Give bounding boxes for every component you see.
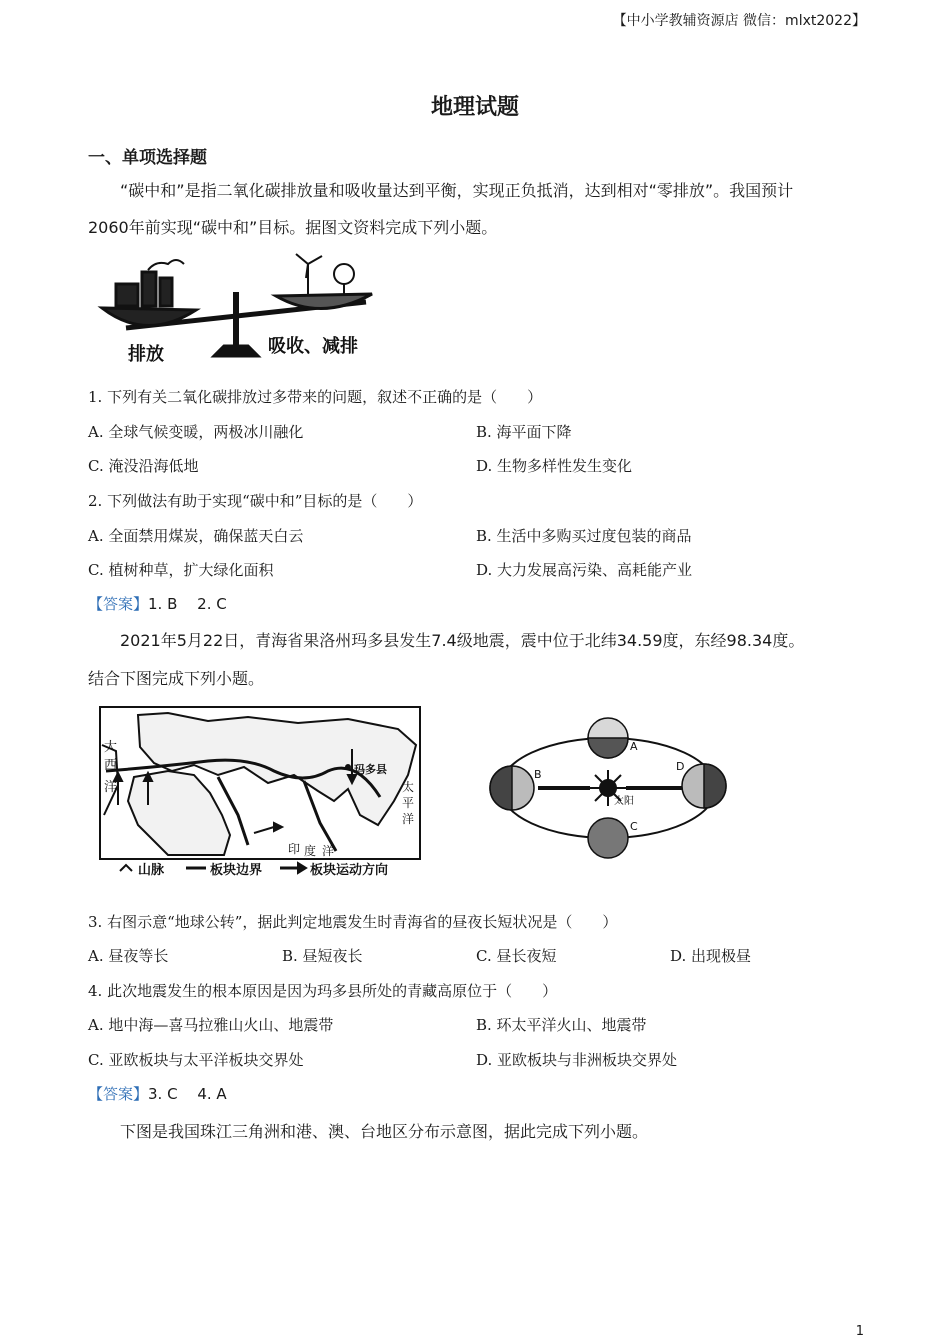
q1-option-c: C. 淹没沿海低地 xyxy=(88,457,199,475)
q2-option-c: C. 植树种草，扩大绿化面积 xyxy=(88,561,274,579)
map-atlantic-1: 大 xyxy=(104,740,118,755)
orbit-label-c: C xyxy=(630,820,638,833)
q3-option-a: A. 昼夜等长 xyxy=(88,947,169,965)
page-title: 地理试题 xyxy=(430,95,519,120)
orbit-label-a: A xyxy=(630,740,638,753)
q1-option-b: B. 海平面下降 xyxy=(476,423,572,441)
answer-1 xyxy=(88,593,227,614)
q3-option-b: B. 昼短夜长 xyxy=(282,947,363,965)
intro2-line2: 结合下图完成下列小题。 xyxy=(88,669,265,688)
map-maduo-label: 玛多县 xyxy=(354,763,387,776)
legend-boundary: 板块边界 xyxy=(210,863,263,878)
q4-option-a: A. 地中海—喜马拉雅山火山、地震带 xyxy=(88,1016,334,1034)
plate-map-figure xyxy=(98,705,422,880)
fig1-left-label: 排放 xyxy=(128,344,164,365)
answer-text: 3. C 4. A xyxy=(148,1085,227,1103)
map-indian-2: 度 xyxy=(304,844,317,858)
q2-stem: 2. 下列做法有助于实现“碳中和”目标的是（ ） xyxy=(88,492,423,510)
orbit-label-b: B xyxy=(534,768,542,781)
legend-mountain: 山脉 xyxy=(138,863,165,878)
intro2-line1: 2021年5月22日，青海省果洛州玛多县发生7.4级地震，震中位于北纬34.59度，东经98.34度。 xyxy=(120,631,805,650)
answer-tag: 【答案】 xyxy=(88,595,149,613)
q3-option-c: C. 昼长夜短 xyxy=(476,947,557,965)
q1-option-d: D. 生物多样性发生变化 xyxy=(476,457,633,475)
q4-option-b: B. 环太平洋火山、地震带 xyxy=(476,1016,647,1034)
q1-option-a: A. 全球气候变暖，两极冰川融化 xyxy=(88,423,304,441)
intro3: 下图是我国珠江三角洲和港、澳、台地区分布示意图，据此完成下列小题。 xyxy=(120,1122,649,1141)
section-heading: 一、单项选择题 xyxy=(88,148,207,168)
map-pacific-1: 太 xyxy=(402,780,415,794)
intro1-line2: 2060年前实现“碳中和”目标。据图文资料完成下列小题。 xyxy=(88,218,498,237)
q2-option-b: B. 生活中多购买过度包装的商品 xyxy=(476,527,692,545)
carbon-balance-figure xyxy=(96,250,386,370)
map-atlantic-3: 洋 xyxy=(104,780,118,795)
orbit-sun-label: 太阳 xyxy=(614,796,634,807)
earth-revolution-figure xyxy=(488,708,738,864)
q3-option-d: D. 出现极昼 xyxy=(670,947,752,965)
answer-tag: 【答案】 xyxy=(88,1085,149,1103)
intro1-line1: “碳中和”是指二氧化碳排放量和吸收量达到平衡，实现正负抵消，达到相对“零排放”。我国预计 xyxy=(120,181,794,200)
header-tag: 【中小学教辅资源店 微信：mlxt2022】 xyxy=(612,13,866,29)
q1-stem: 1. 下列有关二氧化碳排放过多带来的问题，叙述不正确的是（ ） xyxy=(88,388,543,406)
q4-stem: 4. 此次地震发生的根本原因是因为玛多县所处的青藏高原位于（ ） xyxy=(88,982,558,1000)
page-number: 1 xyxy=(855,1324,864,1339)
map-indian-1: 印 xyxy=(288,842,301,856)
q3-stem: 3. 右图示意“地球公转”，据此判定地震发生时青海省的昼夜长短状况是（ ） xyxy=(88,913,618,931)
map-atlantic-2: 西 xyxy=(104,758,118,773)
map-indian-3: 洋 xyxy=(322,844,335,858)
map-pacific-2: 平 xyxy=(402,796,415,810)
q4-option-d: D. 亚欧板块与非洲板块交界处 xyxy=(476,1051,678,1069)
q2-option-d: D. 大力发展高污染、高耗能产业 xyxy=(476,561,693,579)
fig1-right-label: 吸收、减排 xyxy=(268,336,358,357)
answer-text: 1. B 2. C xyxy=(148,595,227,613)
map-pacific-3: 洋 xyxy=(402,812,415,826)
legend-direction: 板块运动方向 xyxy=(310,863,389,878)
orbit-label-d: D xyxy=(676,760,685,773)
q2-option-a: A. 全面禁用煤炭，确保蓝天白云 xyxy=(88,527,304,545)
q4-option-c: C. 亚欧板块与太平洋板块交界处 xyxy=(88,1051,304,1069)
answer-2 xyxy=(88,1083,227,1104)
